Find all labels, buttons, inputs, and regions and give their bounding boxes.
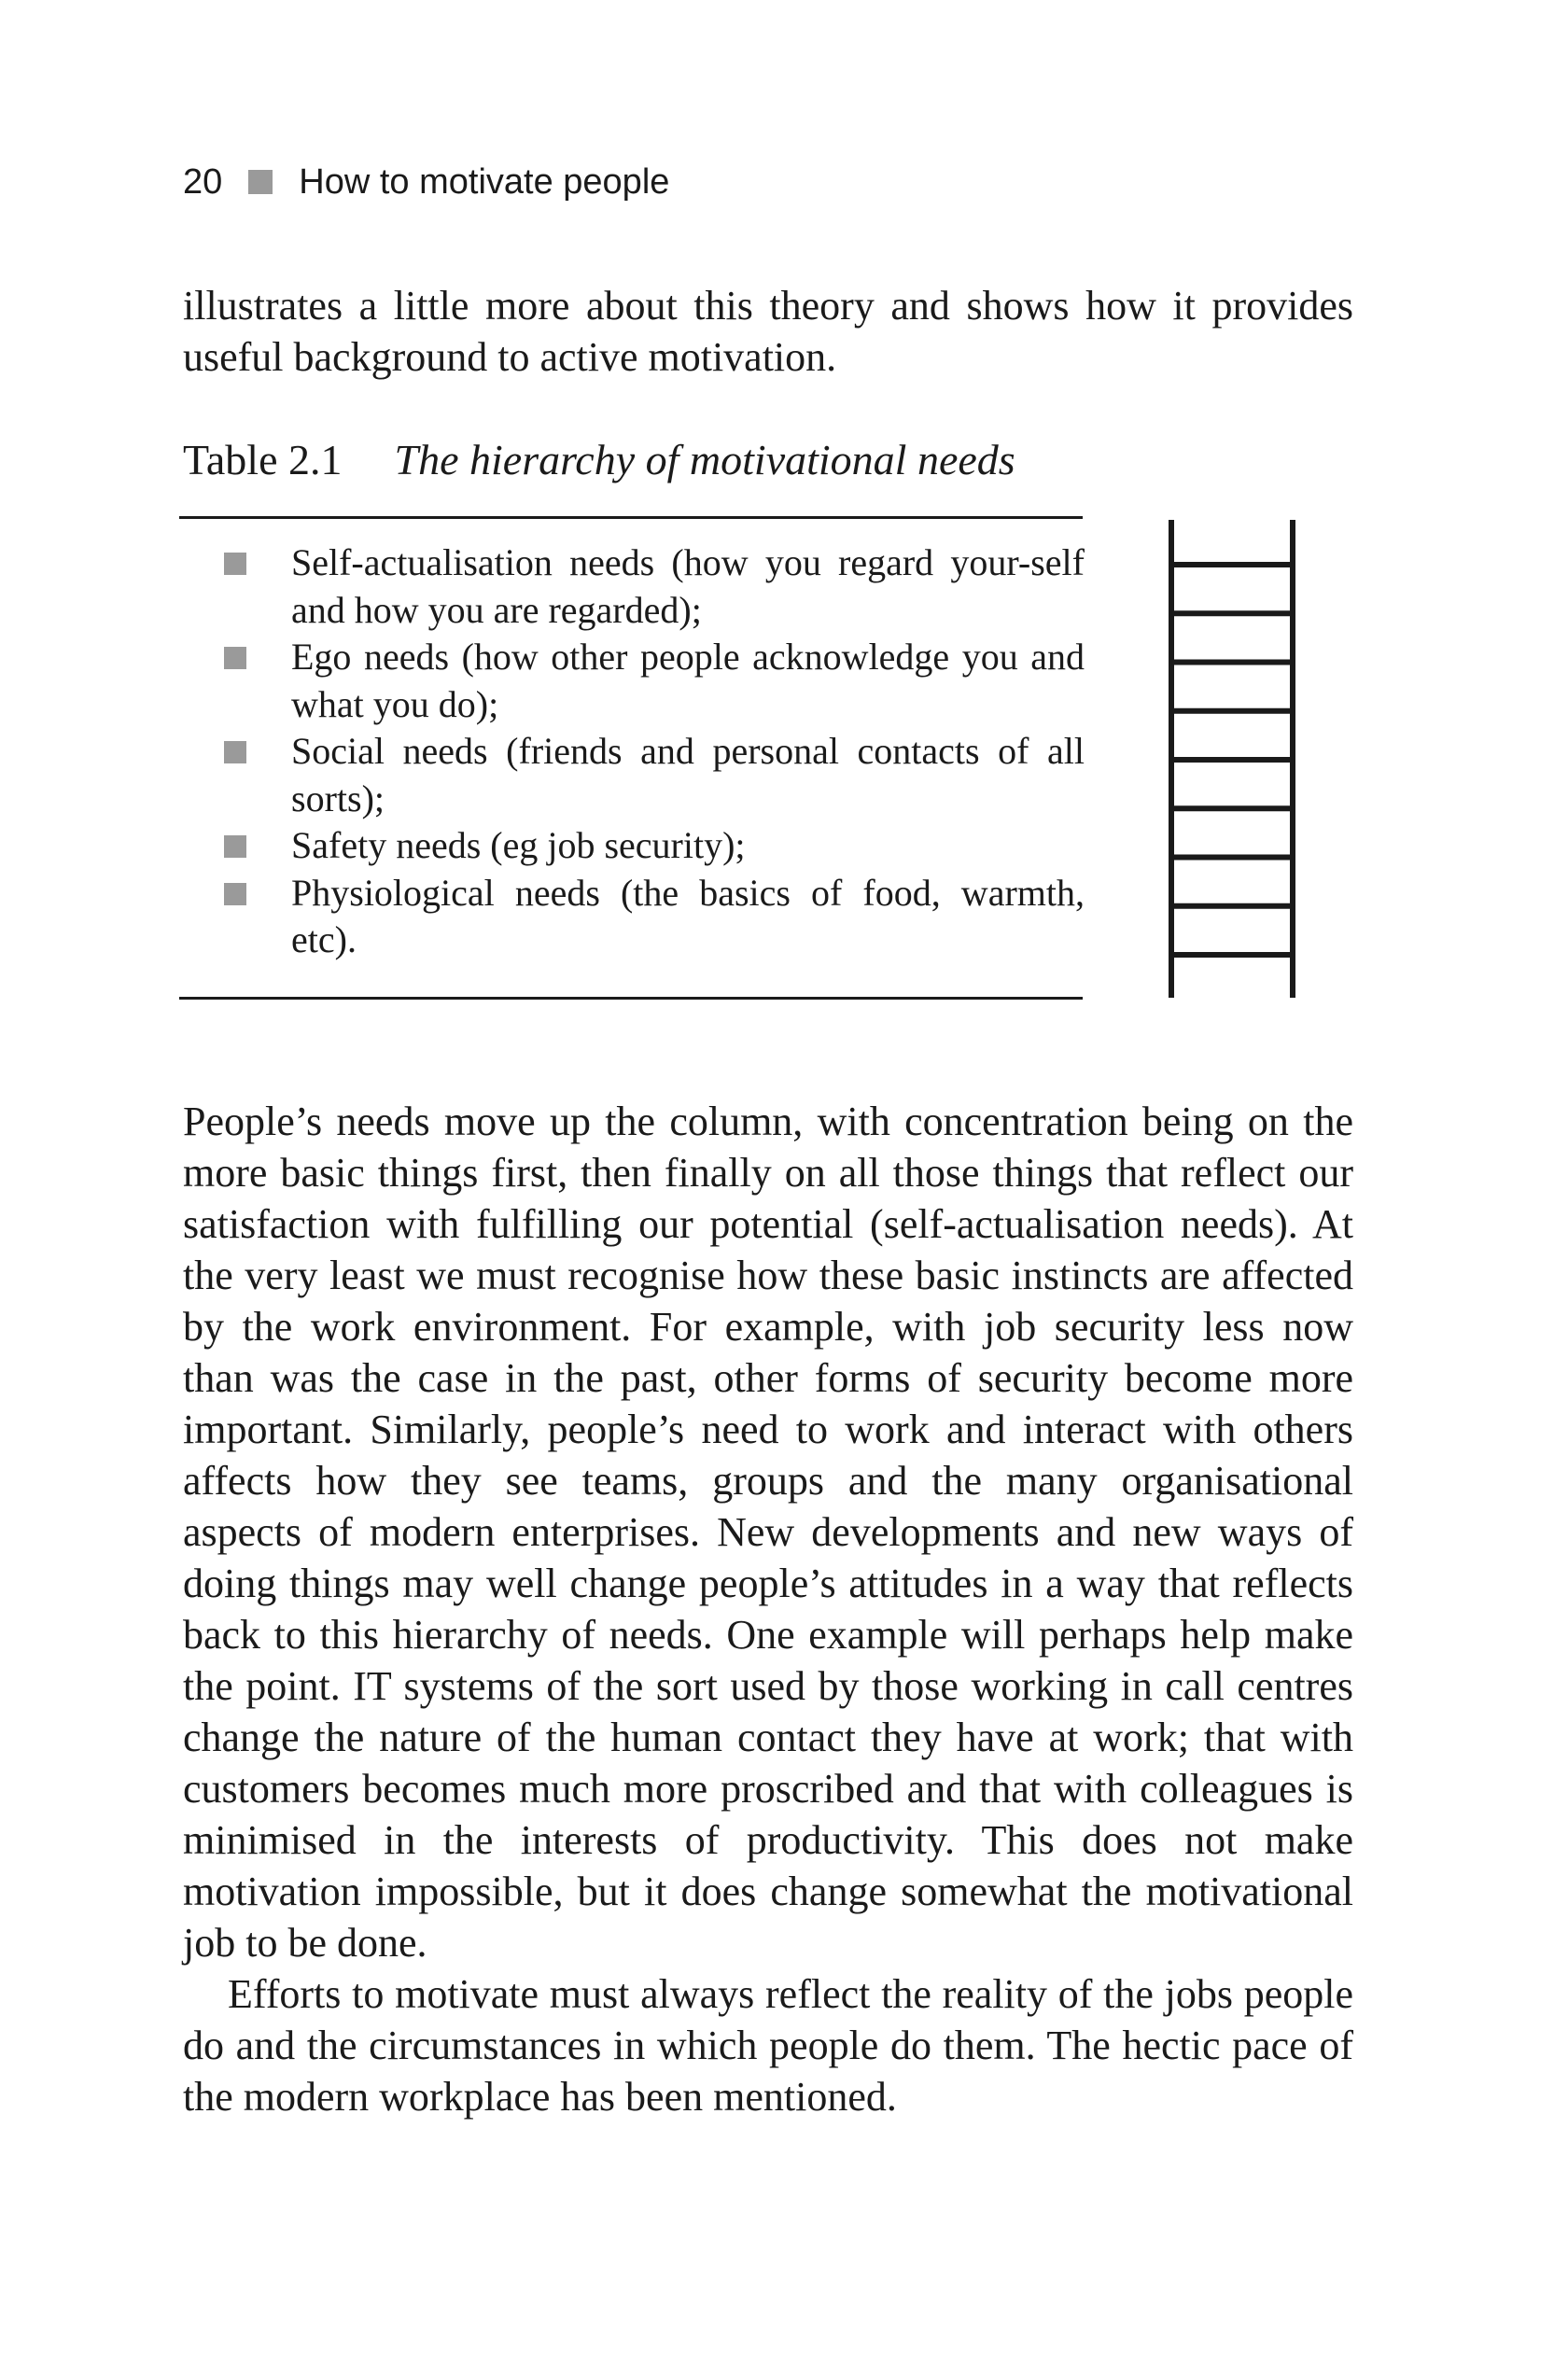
table-caption: [183, 434, 1015, 486]
ladder-icon: [1162, 516, 1302, 1001]
running-title: How to motivate people: [299, 162, 670, 202]
table-label: Table 2.1: [183, 436, 343, 483]
needs-list: [215, 539, 1085, 964]
need-self-actualisation: Self-actualisation needs (how you regard your-self and how you are regarded);: [291, 541, 1085, 631]
list-item: [215, 822, 1085, 870]
bullet-square-icon: [224, 741, 246, 763]
running-header: [183, 159, 669, 205]
bullet-square-icon: [224, 647, 246, 669]
body-paragraph-2: Efforts to motivate must always reflect the reality of the jobs people do and the circumstances in which people do them. The hectic pace of the modern workplace has been mentioned.: [183, 1971, 1353, 2120]
table-title: The hierarchy of motivational needs: [394, 436, 1015, 483]
header-separator-square: [248, 170, 273, 194]
body-paragraph-1: People’s needs move up the column, with concentration being on the more basic things first, then finally on all those things that reflect our satisfaction with fulfilling our potential (self-actualisation needs). At the very least we must recognise how these basic instincts are affected by the work environment. For example, with job security less now than was the case in the past, other forms of security become more important. Similarly, people’s need to work and interact with others affects how they see teams, groups and the many organisational aspects of modern enterprises. New developments and new ways of doing things may well change people’s attitudes in a way that reflects back to this hierarchy of needs. One example will perhaps help make the point. IT systems of the sort used by those working in call centres change the nature of the human contact they have at work; that with customers becomes much more proscribed and that with colleagues is minimised in the interests of productivity. This does not make motivation impossible, but it does change somewhat the motivational job to be done.: [183, 1099, 1353, 1966]
need-social: Social needs (friends and personal contacts of all sorts);: [291, 730, 1085, 819]
page-number: 20: [183, 162, 223, 202]
list-item: [215, 728, 1085, 822]
table-bottom-rule: [179, 997, 1083, 1000]
intro-paragraph: [183, 280, 1353, 383]
list-item: [215, 539, 1085, 634]
intro-text: illustrates a little more about this theory and shows how it provides useful background to active motivation.: [183, 283, 1353, 380]
list-item: [215, 870, 1085, 964]
bullet-square-icon: [224, 883, 246, 905]
need-safety: Safety needs (eg job security);: [291, 824, 746, 866]
bullet-square-icon: [224, 553, 246, 575]
need-physiological: Physiological needs (the basics of food, warmth, etc).: [291, 871, 1085, 960]
table-top-rule: [179, 516, 1083, 519]
main-text: [183, 1096, 1353, 2122]
list-item: [215, 634, 1085, 728]
need-ego: Ego needs (how other people acknowledge you and what you do);: [291, 636, 1085, 725]
ladder-rungs: [1171, 565, 1293, 955]
bullet-square-icon: [224, 835, 246, 858]
